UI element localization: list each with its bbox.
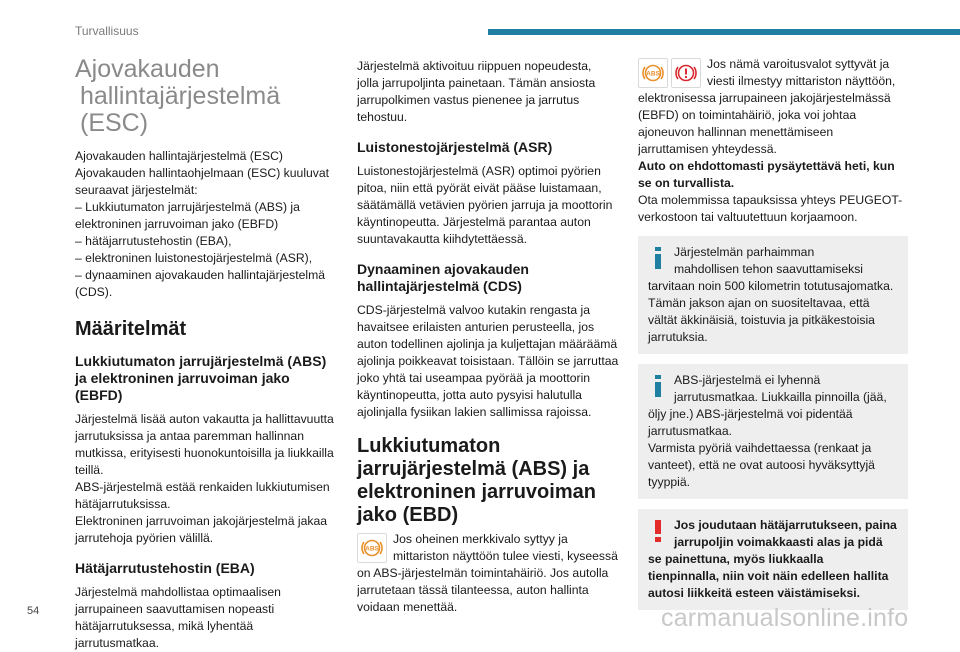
abs-warning-block xyxy=(357,531,622,616)
brake-warning-icon-svg xyxy=(672,59,700,87)
text-line: tienpinnalla, niin voit näin edelleen hallita xyxy=(648,569,889,583)
page-title xyxy=(75,56,340,137)
text-line: Ota molemmissa tapauksissa yhteys PEUGEOT- xyxy=(638,193,903,207)
text-line: Elektroninen jarruvoiman jakojärjestelmä jakaa xyxy=(75,514,327,528)
text-line: käyntinopeutta. Järjestelmä parantaa auton xyxy=(357,215,591,229)
watermark: carmanualsonline.info xyxy=(661,604,909,632)
text-line: Jos nämä varoitusvalot syttyvät ja xyxy=(707,57,890,71)
list-item-cont: (CDS). xyxy=(75,285,113,299)
info-note-abs xyxy=(638,364,908,499)
text-line: vanteet), että ne ovat autoosi hyväksyttyjä xyxy=(648,458,875,472)
text-line: Jos oheinen merkkivalo syttyy ja xyxy=(393,532,568,546)
text-line: jarrutehoja pyörien välillä. xyxy=(75,531,214,545)
list-item-cont: elektroninen jarruvoiman jako (EBFD) xyxy=(75,217,279,231)
info-icon xyxy=(652,247,664,269)
text-line: jolla jarrupoljinta painetaan. Tämän ansiosta xyxy=(357,76,596,90)
text-line: öljy jne.) ABS-järjestelmä voi pidentää xyxy=(648,407,853,421)
text-line: joko yhtä tai useampaa pyörää ja moottorin xyxy=(357,371,591,385)
text-line: Tämän jakson ajan on suositeltavaa, että xyxy=(648,296,870,310)
text-line: ajolinja poikkeavat toisistaan. Tällöin se jarruttaa xyxy=(357,354,619,368)
text-line: teillä. xyxy=(75,463,104,477)
text-line: jarrutuksissa ja antaa paremman hallinnan xyxy=(75,429,304,443)
abs-warning-icon-svg xyxy=(358,534,386,562)
list-item: – hätäjarrutustehostin (EBA), xyxy=(75,234,232,248)
page-header xyxy=(0,0,960,40)
svg-text:ABS: ABS xyxy=(365,545,379,553)
text-line: voidaan menettää. xyxy=(357,600,458,614)
list-item: – dynaaminen ajovakauden hallintajärjestelmä xyxy=(75,268,326,282)
text-line: mahdollisen tehon saavuttamiseksi xyxy=(674,262,864,276)
ebfd-warning-block xyxy=(638,56,908,226)
asr-paragraph xyxy=(357,163,622,248)
intro-paragraph xyxy=(75,148,340,301)
text-line: säätämällä vetävien pyörien jarruja ja moottorin xyxy=(357,198,613,212)
abs-paragraph xyxy=(75,411,340,547)
bold-text-line: Auto on ehdottomasti pysäytettävä heti, kun xyxy=(638,159,895,173)
text-line: se painettuna, myös liukkaalla xyxy=(648,552,824,566)
cds-paragraph xyxy=(357,302,622,421)
text-line: tyyppiä. xyxy=(648,475,691,489)
text-line: Järjestelmä lisää auton vakautta ja hallittavuutta xyxy=(75,412,334,426)
text-line: tarvitaan noin 500 kilometrin totutusajomatka. xyxy=(648,279,894,293)
info-note-running-in xyxy=(638,236,908,354)
abs-ebfd-heading: Lukkiutumaton jarrujärjestelmä (ABS) ja elektroninen jarruvoiman jako (EBFD) xyxy=(75,353,327,403)
text-line: ajoneuvon hallinnan menettämiseen xyxy=(638,125,834,139)
text-line: jarrutuksia. xyxy=(648,330,708,344)
section-label: Turvallisuus xyxy=(75,24,139,38)
definitions-heading: Määritelmät xyxy=(75,318,187,340)
cds-heading: Dynaaminen ajovakauden hallintajärjestelmä (CDS) xyxy=(357,261,529,294)
text-line: hätäjarrutuksissa. xyxy=(75,497,171,511)
text-line: verkostoon tai valtuutettuun korjaamoon. xyxy=(638,210,858,224)
list-item: – elektroninen luistonestojärjestelmä (ASR), xyxy=(75,251,313,265)
asr-heading: Luistonestojärjestelmä (ASR) xyxy=(357,139,553,155)
text-line: käyntinopeutta, jotta auto pysyisi halutulla xyxy=(357,388,582,402)
text-line: Ajovakauden hallintaohjelmaan (ESC) kuuluvat xyxy=(75,166,330,180)
text-line: viesti ilmestyy mittariston näyttöön, xyxy=(707,74,896,88)
text-line: Järjestelmä mahdollistaa optimaalisen xyxy=(75,585,281,599)
text-line: auton todellinen ajolinja ja kuljettajan määräämä xyxy=(357,337,618,351)
text-line: Järjestelmä aktivoituu riippuen nopeudesta, xyxy=(357,59,592,73)
text-line: jarrutusmatkaa. xyxy=(648,424,732,438)
brake-warning-icon xyxy=(671,58,701,88)
eba-heading: Hätäjarrutustehostin (EBA) xyxy=(75,560,255,576)
text-line: autosi liikkeitä esteen väistämiseksi. xyxy=(648,586,861,600)
text-line: pitoa, niin että pyörät eivät pääse luistamaan, xyxy=(357,181,602,195)
svg-text:ABS: ABS xyxy=(646,70,660,78)
warning-note-emergency-braking xyxy=(638,509,908,610)
text-line: jarrupolkimen vastus pienenee ja jarrutus xyxy=(357,93,580,107)
text-line: mutkissa, erityisesti huonokuntoisilla ja liukkailla xyxy=(75,446,334,460)
abs-warning-icon xyxy=(357,533,387,563)
text-line: on ABS-järjestelmän toimintahäiriö. Jos autolla xyxy=(357,566,609,580)
page-title-line-1: Ajovakauden xyxy=(75,55,220,83)
text-line: Järjestelmän parhaimman xyxy=(674,245,815,259)
eba-paragraph xyxy=(75,584,340,652)
column-2 xyxy=(357,58,622,616)
text-line: mittariston näyttöön tulee viesti, kyseessä xyxy=(393,549,618,563)
abs-warning-icon xyxy=(638,58,668,88)
abs-ebd-heading: Lukkiutumaton jarrujärjestelmä (ABS) ja elektroninen jarruvoiman jako (EBD) xyxy=(357,435,596,526)
exclamation-warning-icon xyxy=(652,520,664,542)
text-line: jarrupaineen saavuttamisen nopeasti xyxy=(75,602,275,616)
text-line: (EBFD) on toimintahäiriö, joka voi johtaa xyxy=(638,108,857,122)
column-3 xyxy=(638,56,908,620)
text-line: seuraavat järjestelmät: xyxy=(75,183,198,197)
text-line: suuntavakautta kiihdytettäessä. xyxy=(357,232,528,246)
text-line: CDS-järjestelmä valvoo kutakin rengasta ja xyxy=(357,303,591,317)
text-line: tehostuu. xyxy=(357,110,408,124)
text-line: vältät äkkinäisiä, toistuvia ja pitkäkestoisia xyxy=(648,313,875,327)
text-line: jarrutusmatkaa. Liukkailla pinnoilla (jää, xyxy=(674,390,887,404)
column-1 xyxy=(75,56,340,652)
text-line: Ajovakauden hallintajärjestelmä (ESC) xyxy=(75,149,283,163)
text-line: jarrutetaan tässä tilanteessa, auton hallinta xyxy=(357,583,589,597)
list-item: – Lukkiutumaton jarrujärjestelmä (ABS) ja xyxy=(75,200,300,214)
text-line: elektronisessa jarrupaineen jakojärjestelmässä xyxy=(638,91,891,105)
eba-continued-paragraph xyxy=(357,58,622,126)
page-title-line-2: hallintajärjestelmä (ESC) xyxy=(80,82,281,137)
abs-warning-icon-svg xyxy=(639,59,667,87)
text-line: Jos joudutaan hätäjarrutukseen, paina xyxy=(674,518,897,532)
text-line: ABS-järjestelmä estää renkaiden lukkiutumisen xyxy=(75,480,330,494)
info-icon xyxy=(652,375,664,397)
text-line: havaitsee erilaisten anturien perusteella, jos xyxy=(357,320,595,334)
bold-text-line: se on turvallista. xyxy=(638,176,735,190)
text-line: jarruttamisen yhteydessä. xyxy=(638,142,777,156)
text-line: jarrupoljin voimakkaasti alas ja pidä xyxy=(674,535,883,549)
text-line: ajolinjalla fysiikan lakien sallimissa rajoissa. xyxy=(357,405,592,419)
page-number: 54 xyxy=(27,605,40,617)
text-line: ABS-järjestelmä ei lyhennä xyxy=(674,373,821,387)
text-line: Luistonestojärjestelmä (ASR) optimoi pyörien xyxy=(357,164,601,178)
text-line: hätäjarrutuksessa, mikä lyhentää jarrutusmatkaa. xyxy=(75,619,254,650)
header-accent-bar xyxy=(488,29,960,35)
text-line: Varmista pyöriä vaihdettaessa (renkaat ja xyxy=(648,441,872,455)
